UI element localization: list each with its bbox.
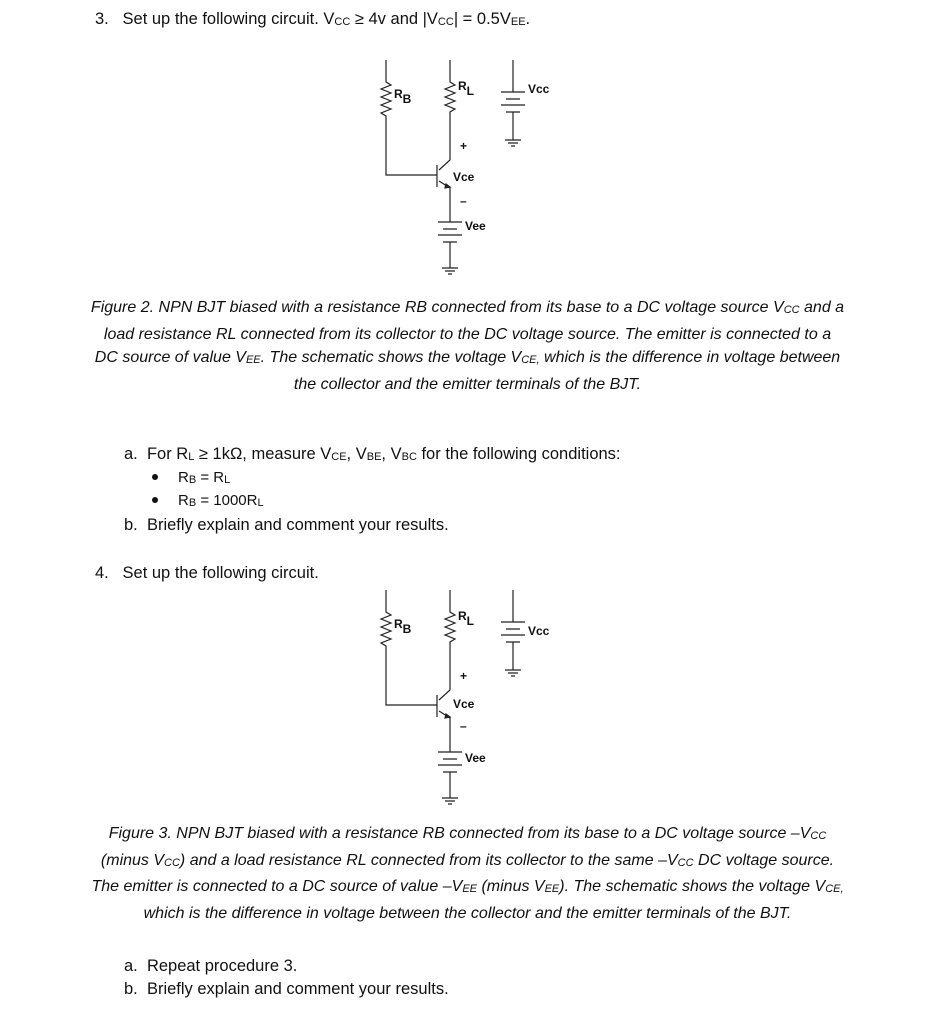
svg-text:RL: RL (458, 609, 475, 628)
svg-text:Vee: Vee (465, 219, 486, 233)
figure-2-labels (394, 79, 550, 233)
svg-text:Vce: Vce (453, 170, 475, 184)
svg-text:–: – (460, 194, 467, 208)
question-3b: b. Briefly explain and comment your results. (124, 516, 449, 534)
svg-text:Vee: Vee (465, 751, 486, 765)
svg-text:Vcc: Vcc (528, 624, 550, 638)
figure-3-caption: Figure 3. NPN BJT biased with a resistance RB connected from its base to a DC voltage source –VCC (minus VCC) and a load resistance RL connected from its collector to the same –VCC DC voltage source. The emitter is connected to a DC source of value –VEE (minus VEE). The schematic shows the voltage VCE, which is the difference in voltage between the collector and the emitter terminals of the BJT. (91, 825, 844, 922)
question-3a: a. For RL ≥ 1kΩ, measure VCE, VBE, VBC for the following conditions: (124, 445, 621, 463)
condition-2: RB = 1000RL (152, 492, 264, 509)
condition-1: RB = RL (152, 469, 230, 486)
figure-2-caption: Figure 2. NPN BJT biased with a resistance RB connected from its base to a DC voltage source VCC and a load resistance RL connected from its collector to the DC voltage source. The emitter is connected to a DC source of value VEE. The schematic shows the voltage VCE, which is the difference in voltage between the collector and the emitter terminals of the BJT. (90, 299, 845, 393)
svg-text:+: + (460, 669, 468, 683)
svg-text:RB: RB (394, 617, 412, 636)
svg-text:Vcc: Vcc (528, 82, 550, 96)
svg-text:RB: RB (394, 87, 412, 106)
figure-3-labels (394, 609, 550, 765)
question-3: 3. Set up the following circuit. VCC ≥ 4v and |VCC| = 0.5VEE. (95, 10, 531, 28)
question-4a: a. Repeat procedure 3. (124, 957, 298, 975)
question-4b: b. Briefly explain and comment your results. (124, 980, 449, 998)
svg-text:Vce: Vce (453, 697, 475, 711)
svg-text:+: + (460, 139, 468, 153)
svg-text:–: – (460, 719, 467, 733)
question-4: 4. Set up the following circuit. (95, 564, 319, 582)
svg-text:RL: RL (458, 79, 475, 98)
